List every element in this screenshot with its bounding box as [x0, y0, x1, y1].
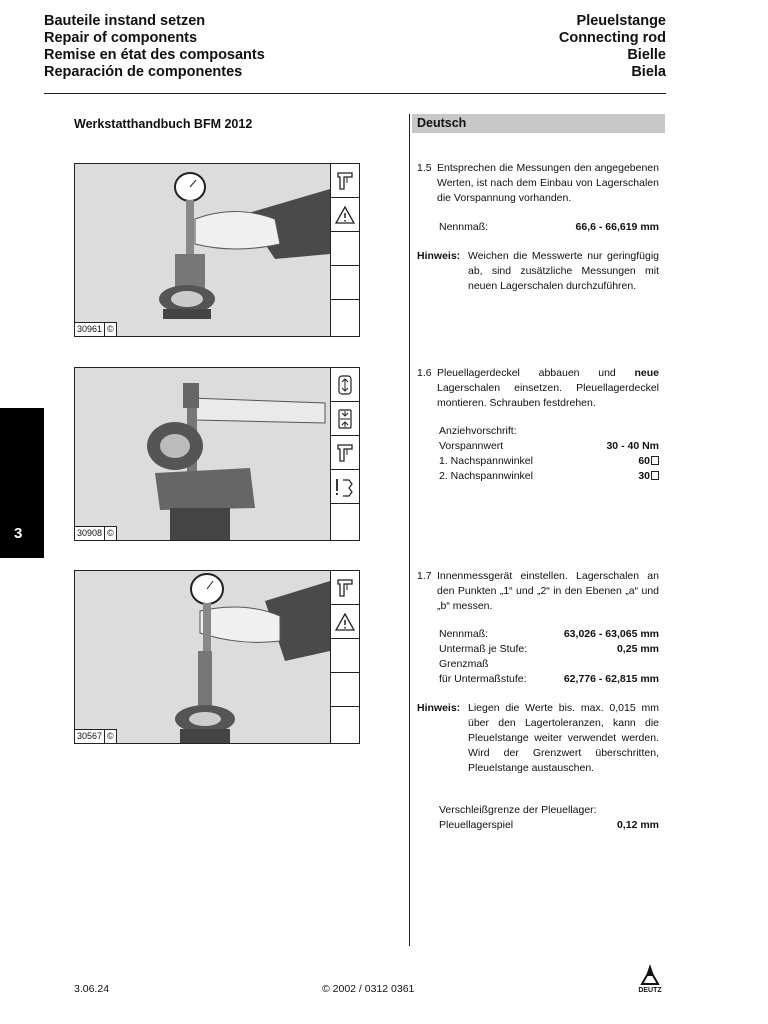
spec-value: 62,776 - 62,815 mm — [563, 673, 659, 685]
header-right — [559, 13, 666, 81]
component-fr: Bielle — [627, 47, 666, 63]
photo-tightening-cap — [75, 368, 330, 540]
note-1-5 — [417, 249, 659, 294]
manual-title: Werkstatthandbuch BFM 2012 — [74, 117, 253, 131]
torque-label: Vorspannwert — [439, 440, 504, 452]
step-1-5 — [417, 161, 659, 206]
spec-label: für Untermaßstufe: — [439, 673, 527, 685]
degree-box-icon — [651, 471, 659, 480]
wear-limit — [439, 803, 659, 833]
empty-icon-slot — [331, 266, 359, 300]
step-number: 1.7 — [417, 570, 432, 582]
spec-table-1-7 — [439, 627, 659, 687]
angle-label-2: 2. Nachspannwinkel — [439, 470, 533, 482]
spec-label: Nennmaß: — [439, 221, 489, 233]
angle-value-2: 30 — [638, 470, 650, 482]
caliper-icon — [331, 436, 359, 470]
header-title-de: Bauteile instand setzen — [44, 13, 206, 29]
footer-copyright: © 2002 / 0312 0361 — [322, 983, 415, 995]
note-key: Hinweis: — [417, 702, 461, 714]
note-key: Hinweis: — [417, 250, 461, 262]
illustration-torque-wrench — [75, 368, 330, 540]
header-rule — [44, 93, 666, 94]
header-title-es: Reparación de componentes — [44, 64, 243, 80]
step-text: Innenmessgerät einstellen. Lagerschalen an den Punkten „1“ und „2“ in den Ebenen „a“ und „b“ messen. — [437, 570, 659, 612]
spec-label: Grenzmaß — [439, 658, 489, 670]
spec-value: 63,026 - 63,065 mm — [563, 628, 659, 640]
spec-label: Untermaß je Stufe: — [439, 643, 528, 655]
note-1-7 — [417, 701, 659, 776]
step-text: Entsprechen die Messungen den angegebenen Werten, ist nach dem Einbau von Lagerschalen die Vorspannung vorhanden. — [437, 162, 659, 204]
note-text: Weichen die Messwerte nur geringfügig ab, sind zusätzliche Messungen mit neuen Lagerschalen durchzuführen. — [468, 250, 659, 292]
figure-label — [75, 729, 117, 743]
copyright-mark: © — [107, 731, 114, 741]
figure-label — [75, 526, 117, 540]
step-number: 1.5 — [417, 162, 432, 174]
empty-icon-slot — [331, 504, 359, 538]
step-text-b: Lagerschalen einsetzen. Pleuellagerdeckel montieren. Schrauben festdrehen. — [437, 382, 659, 409]
disassemble-icon — [331, 368, 359, 402]
torque-heading: Anziehvorschrift: — [439, 425, 517, 437]
figure-number: 30908 — [75, 527, 105, 540]
spec-label: Nennmaß: — [439, 628, 489, 640]
language-bar: Deutsch — [412, 114, 665, 133]
empty-icon-slot — [331, 300, 359, 334]
figure-torque-wrench — [74, 367, 360, 541]
icon-column — [330, 368, 359, 540]
wear-heading: Verschleißgrenze der Pleuellager: — [439, 804, 597, 816]
step-text-a: Pleuellagerdeckel abbauen und — [437, 367, 635, 379]
figure-inside-micrometer — [74, 570, 360, 744]
copyright-mark: © — [107, 324, 114, 334]
note-text: Liegen die Werte bis. max. 0,015 mm über den Lagertoleranzen, kann die Pleuelstange weiter verwendet werden. Wird der Grenzwert überschritten, Pleuelstange austauschen. — [468, 702, 659, 774]
chapter-number: 3 — [14, 525, 23, 542]
torque-spec — [439, 424, 659, 484]
figure-number: 30567 — [75, 730, 105, 743]
header-left — [44, 13, 265, 81]
header-title-fr: Remise en état des composants — [44, 47, 265, 63]
step-1-7 — [417, 569, 659, 614]
deutz-logo — [632, 962, 668, 994]
svg-text:DEUTZ: DEUTZ — [638, 987, 662, 994]
torque-angle-icon — [331, 470, 359, 504]
component-es: Biela — [631, 64, 666, 80]
step-1-6 — [417, 366, 659, 411]
icon-column — [330, 164, 359, 336]
empty-icon-slot — [331, 707, 359, 741]
wear-value: 0,12 mm — [616, 819, 659, 831]
warning-icon — [331, 605, 359, 639]
spec-value: 66,6 - 66,619 mm — [575, 221, 659, 233]
empty-icon-slot — [331, 639, 359, 673]
assemble-icon — [331, 402, 359, 436]
deutz-logo-icon — [632, 962, 668, 994]
component-en: Connecting rod — [558, 30, 666, 46]
caliper-icon — [331, 164, 359, 198]
step-number: 1.6 — [417, 367, 432, 379]
empty-icon-slot — [331, 232, 359, 266]
illustration-dial-gauge — [75, 164, 330, 336]
header-title-en: Repair of components — [44, 30, 198, 46]
photo-inside-gauge — [75, 571, 330, 743]
angle-label-1: 1. Nachspannwinkel — [439, 455, 533, 467]
warning-icon — [331, 198, 359, 232]
figure-dial-gauge-bore — [74, 163, 360, 337]
step-text — [437, 366, 659, 411]
page-number: 3.06.24 — [74, 983, 110, 995]
empty-icon-slot — [331, 673, 359, 707]
step-text-bold: neue — [634, 367, 659, 379]
chapter-tab — [0, 408, 44, 558]
icon-column — [330, 571, 359, 743]
degree-box-icon — [651, 456, 659, 465]
figure-label — [75, 322, 117, 336]
spec-value: 0,25 mm — [616, 643, 659, 655]
caliper-icon — [331, 571, 359, 605]
spec-nominal-1-5 — [439, 220, 659, 235]
wear-label: Pleuellagerspiel — [439, 819, 514, 831]
column-divider — [409, 114, 410, 946]
illustration-inside-gauge — [75, 571, 330, 743]
torque-value: 30 - 40 Nm — [606, 440, 659, 452]
photo-measuring-bore — [75, 164, 330, 336]
copyright-mark: © — [107, 528, 114, 538]
angle-value-1: 60 — [638, 455, 650, 467]
figure-number: 30961 — [75, 323, 105, 336]
component-de: Pleuelstange — [576, 13, 666, 29]
